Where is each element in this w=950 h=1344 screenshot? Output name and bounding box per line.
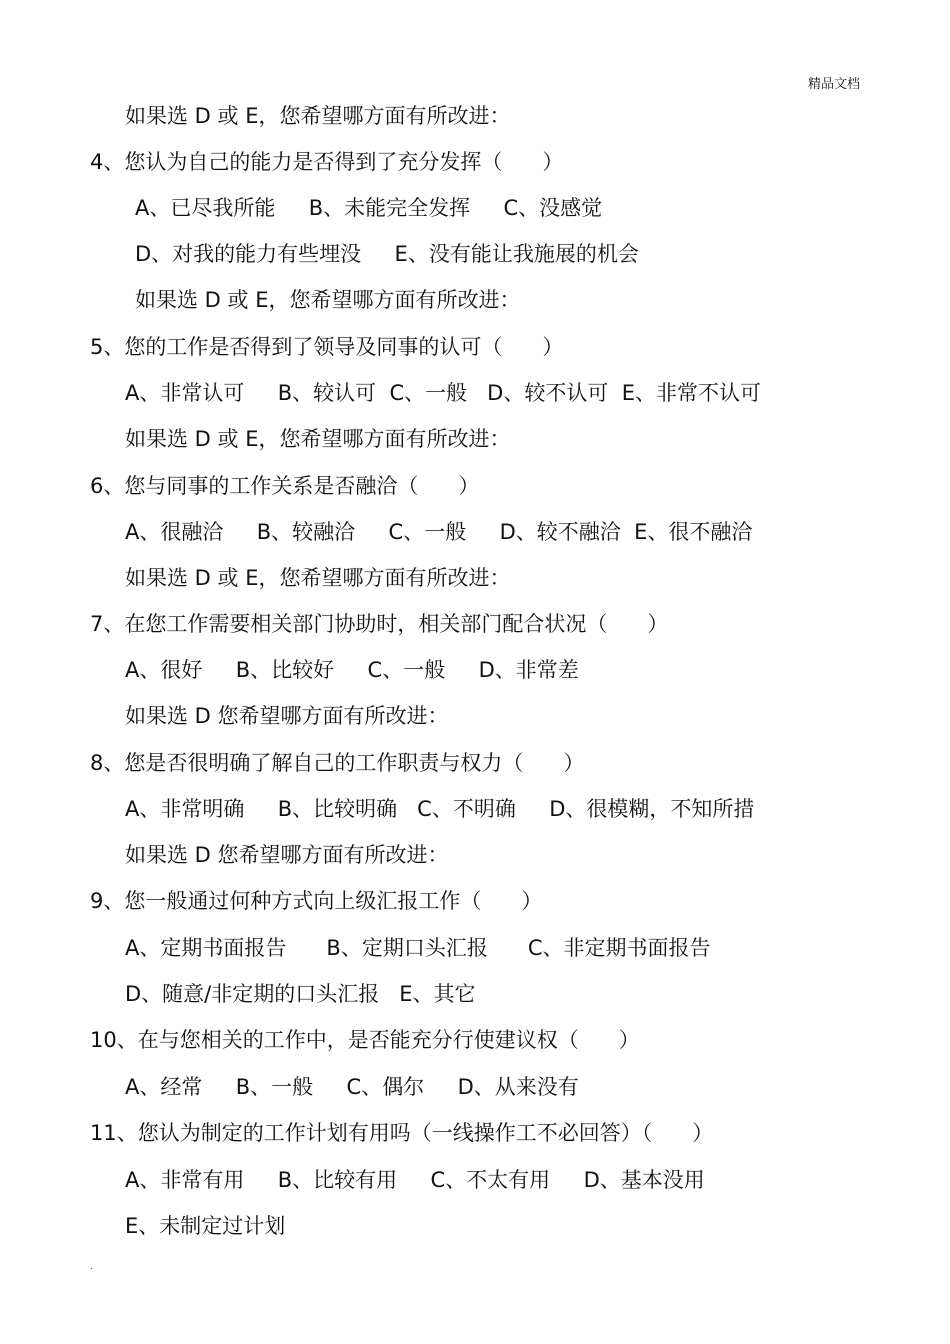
footer-mark: .	[90, 1262, 93, 1271]
improve-prompt-q8: 如果选 D 您希望哪方面有所改进：	[125, 843, 449, 867]
options-q9-row2: D、随意/非定期的口头汇报 E、其它	[125, 982, 476, 1006]
options-q7: A、很好 B、比较好 C、一般 D、非常差	[125, 658, 579, 682]
options-q8: A、非常明确 B、比较明确 C、不明确 D、很模糊，不知所措	[125, 797, 755, 821]
options-q11-row1: A、非常有用 B、比较有用 C、不太有用 D、基本没用	[125, 1168, 705, 1192]
question-10: 10、在与您相关的工作中，是否能充分行使建议权（ ）	[90, 1028, 640, 1052]
options-q10: A、经常 B、一般 C、偶尔 D、从来没有	[125, 1075, 579, 1099]
options-q11-row2: E、未制定过计划	[125, 1214, 286, 1238]
options-q6: A、很融洽 B、较融洽 C、一般 D、较不融洽 E、很不融洽	[125, 520, 753, 544]
options-q4-row2: D、对我的能力有些埋没 E、没有能让我施展的机会	[135, 242, 639, 266]
question-5: 5、您的工作是否得到了领导及同事的认可（ ）	[90, 335, 564, 359]
options-q9-row1: A、定期书面报告 B、定期口头汇报 C、非定期书面报告	[125, 936, 711, 960]
options-q4-row1: A、已尽我所能 B、未能完全发挥 C、没感觉	[135, 196, 603, 220]
improve-prompt-q7: 如果选 D 您希望哪方面有所改进：	[125, 704, 449, 728]
improve-prompt-q3: 如果选 D 或 E，您希望哪方面有所改进：	[125, 104, 511, 128]
question-7: 7、在您工作需要相关部门协助时，相关部门配合状况（ ）	[90, 612, 669, 636]
question-9: 9、您一般通过何种方式向上级汇报工作（ ）	[90, 889, 543, 913]
question-8: 8、您是否很明确了解自己的工作职责与权力（ ）	[90, 751, 585, 775]
question-4: 4、您认为自己的能力是否得到了充分发挥（ ）	[90, 150, 564, 174]
question-11: 11、您认为制定的工作计划有用吗（一线操作工不必回答）（ ）	[90, 1121, 714, 1145]
improve-prompt-q4: 如果选 D 或 E，您希望哪方面有所改进：	[135, 288, 521, 312]
improve-prompt-q5: 如果选 D 或 E，您希望哪方面有所改进：	[125, 427, 511, 451]
question-6: 6、您与同事的工作关系是否融洽（ ）	[90, 474, 480, 498]
options-q5: A、非常认可 B、较认可 C、一般 D、较不认可 E、非常不认可	[125, 381, 761, 405]
page-header-label: 精品文档	[807, 77, 860, 92]
improve-prompt-q6: 如果选 D 或 E，您希望哪方面有所改进：	[125, 566, 511, 590]
